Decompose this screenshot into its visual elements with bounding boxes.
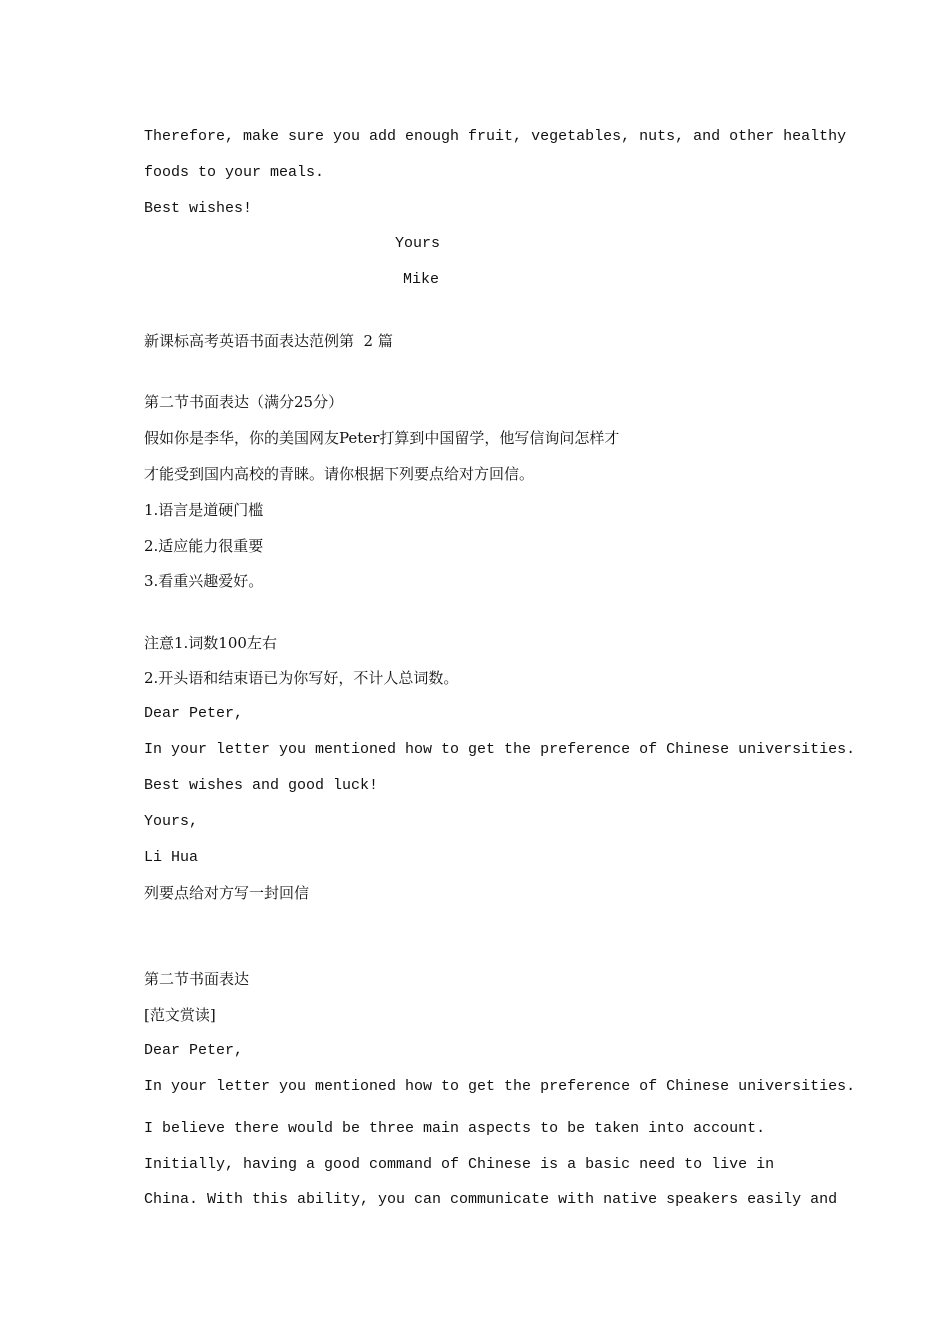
sample-label: [范文赏读] bbox=[144, 1006, 216, 1024]
tail-line: 列要点给对方写一封回信 bbox=[144, 884, 310, 902]
section-heading: 新课标高考英语书面表达范例第 2 篇 bbox=[144, 332, 393, 350]
prompt-point: 1.语言是道硬门槛 bbox=[144, 501, 264, 519]
letter1-body-line: Therefore, make sure you add enough fruit, vegetables, nuts, and other healthy bbox=[144, 128, 847, 145]
sample-opening: In your letter you mentioned how to get the preference of Chinese universities. bbox=[144, 1078, 856, 1095]
note-line: 注意1.词数100左右 bbox=[144, 634, 277, 652]
sample-greeting: Dear Peter, bbox=[144, 1042, 244, 1059]
letter-signoff: Yours, bbox=[144, 813, 199, 830]
letter-opening: In your letter you mentioned how to get the preference of Chinese universities. bbox=[144, 741, 856, 758]
letter1-body-line: foods to your meals. bbox=[144, 164, 325, 181]
letter-closing: Best wishes and good luck! bbox=[144, 777, 379, 794]
prompt-point: 2.适应能力很重要 bbox=[144, 537, 264, 555]
prompt-line: 假如你是李华，你的美国网友Peter打算到中国留学，他写信询问怎样才 bbox=[144, 429, 620, 447]
letter1-signature: Mike bbox=[403, 271, 440, 288]
sample-body-line: I believe there would be three main aspects to be taken into account. bbox=[144, 1120, 766, 1137]
note-line: 2.开头语和结束语已为你写好，不计人总词数。 bbox=[144, 669, 459, 687]
letter-signature: Li Hua bbox=[144, 849, 199, 866]
letter-greeting: Dear Peter, bbox=[144, 705, 244, 722]
sample-body-line: Initially, having a good command of Chinese is a basic need to live in bbox=[144, 1156, 775, 1173]
letter1-signoff: Yours bbox=[395, 235, 441, 252]
letter1-closing: Best wishes! bbox=[144, 200, 253, 217]
prompt-line: 才能受到国内高校的青睐。请你根据下列要点给对方回信。 bbox=[144, 465, 535, 483]
sample-part-title: 第二节书面表达 bbox=[144, 970, 250, 988]
sample-body-line: China. With this ability, you can communicate with native speakers easily and bbox=[144, 1191, 838, 1208]
prompt-point: 3.看重兴趣爱好。 bbox=[144, 572, 264, 590]
part-title: 第二节书面表达（满分25分） bbox=[144, 393, 344, 411]
